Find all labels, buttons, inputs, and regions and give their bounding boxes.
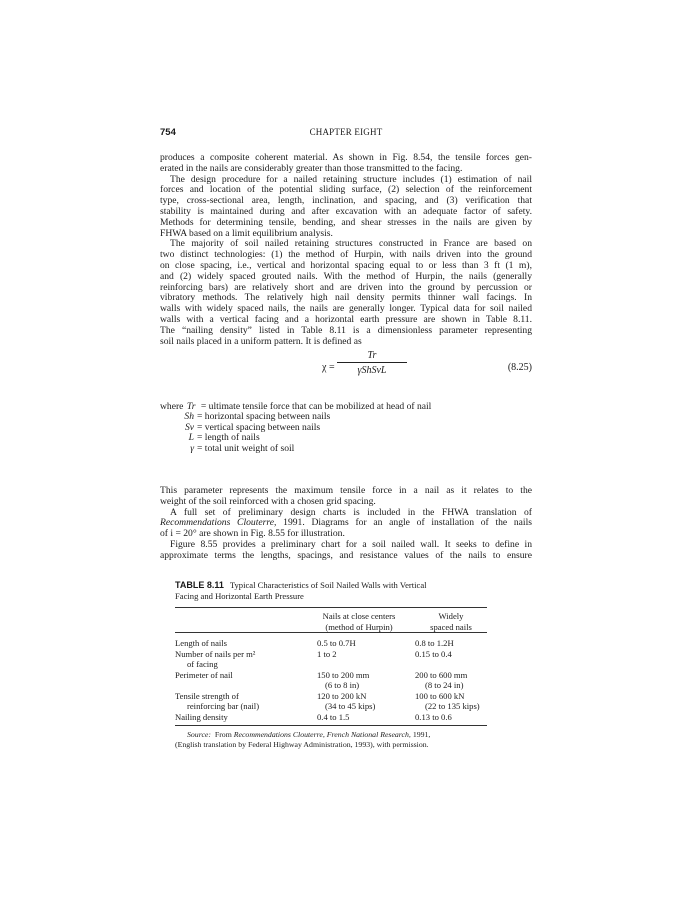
text-line: The design procedure for a nailed retaining structure includes (1) estimation of nail [170,173,532,185]
text-line: The majority of soil nailed retaining structures constructed in France are based on [170,238,532,250]
cell-close-centers [303,649,415,670]
table-title: Typical Characteristics of Soil Nailed Walls with Vertical [229,580,427,590]
definition: = vertical spacing between nails [197,421,321,433]
table-caption [175,580,487,602]
row-label [175,691,303,712]
table-row [175,670,487,691]
cell-widely-spaced [415,670,487,691]
text-line: and (2) widely spaced grouted nails. With the method of Hurpin, the nails (generally [160,270,532,282]
body-text-top [160,153,532,347]
text-line: on close spacing, i.e., vertical and horizontal spacing equal to or less than 3 ft (1 m), [160,259,532,271]
text-line: produces a composite coherent material. As shown in Fig. 8.54, the tensile forces gen- [160,152,532,163]
where-label: where [160,401,184,412]
row-label [175,712,303,723]
text-line: Methods for determining tensile, bending, and shear stresses in the nails are given by [160,216,532,228]
equation-number: (8.25) [507,362,532,373]
table-label: TABLE 8.11 [175,580,224,590]
cell-line: 1 to 2 [317,648,337,659]
cell-widely-spaced [415,712,487,723]
cell-line: 0.5 to 0.7H [317,638,356,648]
definition: = length of nails [197,432,260,444]
text-line: walls with widely spaced nails, the nails are generally longer. Typical data for soil nailed [160,303,532,315]
text-line: The “nailing density” listed in Table 8.11 is a dimensionless parameter representing [160,324,532,336]
cell-widely-spaced [415,649,487,670]
table-8-11 [175,580,487,750]
table-row [175,712,487,723]
cell-line: 200 to 600 mm [415,669,468,680]
body-text-bottom [160,486,532,562]
equation-lhs: χ = [322,362,335,373]
definition: = horizontal spacing between nails [197,411,331,423]
page-number: 754 [160,127,176,138]
equation-fraction [337,350,407,376]
text-line: type, cross-sectional area, length, inclination, and spacing, and (3) verification that [160,195,532,207]
table-row [175,633,487,649]
paragraph [160,175,532,240]
text-line: walls with a vertical facing and a horizontal earth pressure are shown in Table 8.11. [160,313,532,325]
text-line: stability is maintained during and after excavation with an adequate factor of safety. [160,205,532,217]
italic-title: Recommendations Clouterre, [160,517,277,529]
text-line: This parameter represents the maximum tensile force in a nail as it relates to the [160,485,532,496]
cell-close-centers [303,691,415,712]
cell-line: Nailing density [175,711,228,722]
symbol: Sv [184,421,194,433]
text-line: FHWA based on a limit equilibrium analysis. [160,227,333,239]
cell-widely-spaced [415,633,487,649]
text-line: vibratory methods. The relatively high nail density permits thinner wall facings. In [160,292,532,304]
cell-close-centers [303,670,415,691]
cell-line: reinforcing bar (nail) [187,701,260,711]
cell-line: of facing [187,659,218,669]
table-header-row [175,608,487,633]
text-line: reinforcing bars) are relatively short and are driven into the ground by percussion or [160,281,532,293]
source-label: Source: [187,730,211,739]
text-line: soil nails placed in a uniform pattern. It is defined as [160,335,362,347]
definition: = total unit weight of soil [197,442,295,454]
symbol: Sh [184,411,194,423]
cell-line: 150 to 200 mm [317,669,370,680]
cell-line: 0.8 to 1.2H [415,638,454,648]
symbol: L [188,432,194,444]
cell-line: Length of nails [175,638,228,648]
cell-line: Tensile strength of [175,690,239,701]
cell-line: (6 to 8 in) [325,680,360,690]
cell-line: 100 to 600 kN [415,690,465,701]
column-header: Widely spaced nails [430,611,472,632]
cell-line: (8 to 24 in) [425,680,464,690]
text-line: A full set of preliminary design charts is included in the FHWA translation of [170,506,532,518]
source-line: (English translation by Federal Highway Administration, 1993), with permission. [175,740,429,750]
text-line: weight of the soil reinforced with a chosen grid spacing. [160,495,376,507]
symbol: Tr [186,401,196,412]
equation-denominator: γShSvL [357,365,387,376]
cell-line: (34 to 45 kips) [325,701,376,711]
chapter-title: CHAPTER EIGHT [309,127,383,137]
equation-numerator: Tr [337,350,407,363]
cell-close-centers [303,712,415,723]
row-label [175,649,303,670]
text-line: two distinct technologies: (1) the method of Hurpin, with nails driven into the ground [160,249,532,261]
column-header: Nails at close centers (method of Hurpin) [322,611,396,632]
table-row [175,691,487,712]
cell-line: 120 to 200 kN [317,690,367,701]
row-label [175,633,303,649]
table-bottom-rule [175,725,487,726]
table-source-note: Source: From Recommendations Clouterre, French National Research, 1991, (English translation by Federal Highway Administration, 1993), with permission. [175,730,431,750]
paragraph [160,153,532,175]
cell-line: 0.4 to 1.5 [317,711,350,722]
table-row [175,649,487,670]
row-label [175,670,303,691]
cell-widely-spaced [415,691,487,712]
text-line: erated in the nails are considerably greater than those transmitted to the facing. [160,162,463,174]
cell-close-centers [303,633,415,649]
text-line: Figure 8.55 provides a preliminary chart for a soil nailed wall. It seeks to define in [170,538,532,550]
paragraph [160,239,532,347]
text-span: 1991. Diagrams for an angle of installation of the nails [276,517,533,529]
text-line: approximate terms the lengths, spacings, and resistance values of the nails to ensure [160,549,532,561]
text-line: of i = 20° are shown in Fig. 8.55 for illustration. [160,528,345,540]
equation-8-25 [160,350,532,390]
cell-line: 0.13 to 0.6 [415,711,452,722]
symbol: γ [190,442,194,454]
cell-line: Perimeter of nail [175,669,233,680]
cell-line: (22 to 135 kips) [425,701,480,711]
source-italic: Recommendations Clouterre, French National Research, [233,730,411,739]
table-title: Facing and Horizontal Earth Pressure [175,591,304,601]
definition: = ultimate tensile force that can be mobilized at head of nail [200,401,432,412]
cell-line: Number of nails per m² [175,648,256,659]
variable-definitions [160,402,431,454]
cell-line: 0.15 to 0.4 [415,648,452,659]
text-line: forces and location of the potential sliding surface, (2) selection of the reinforcement [160,184,532,196]
table [175,608,487,722]
